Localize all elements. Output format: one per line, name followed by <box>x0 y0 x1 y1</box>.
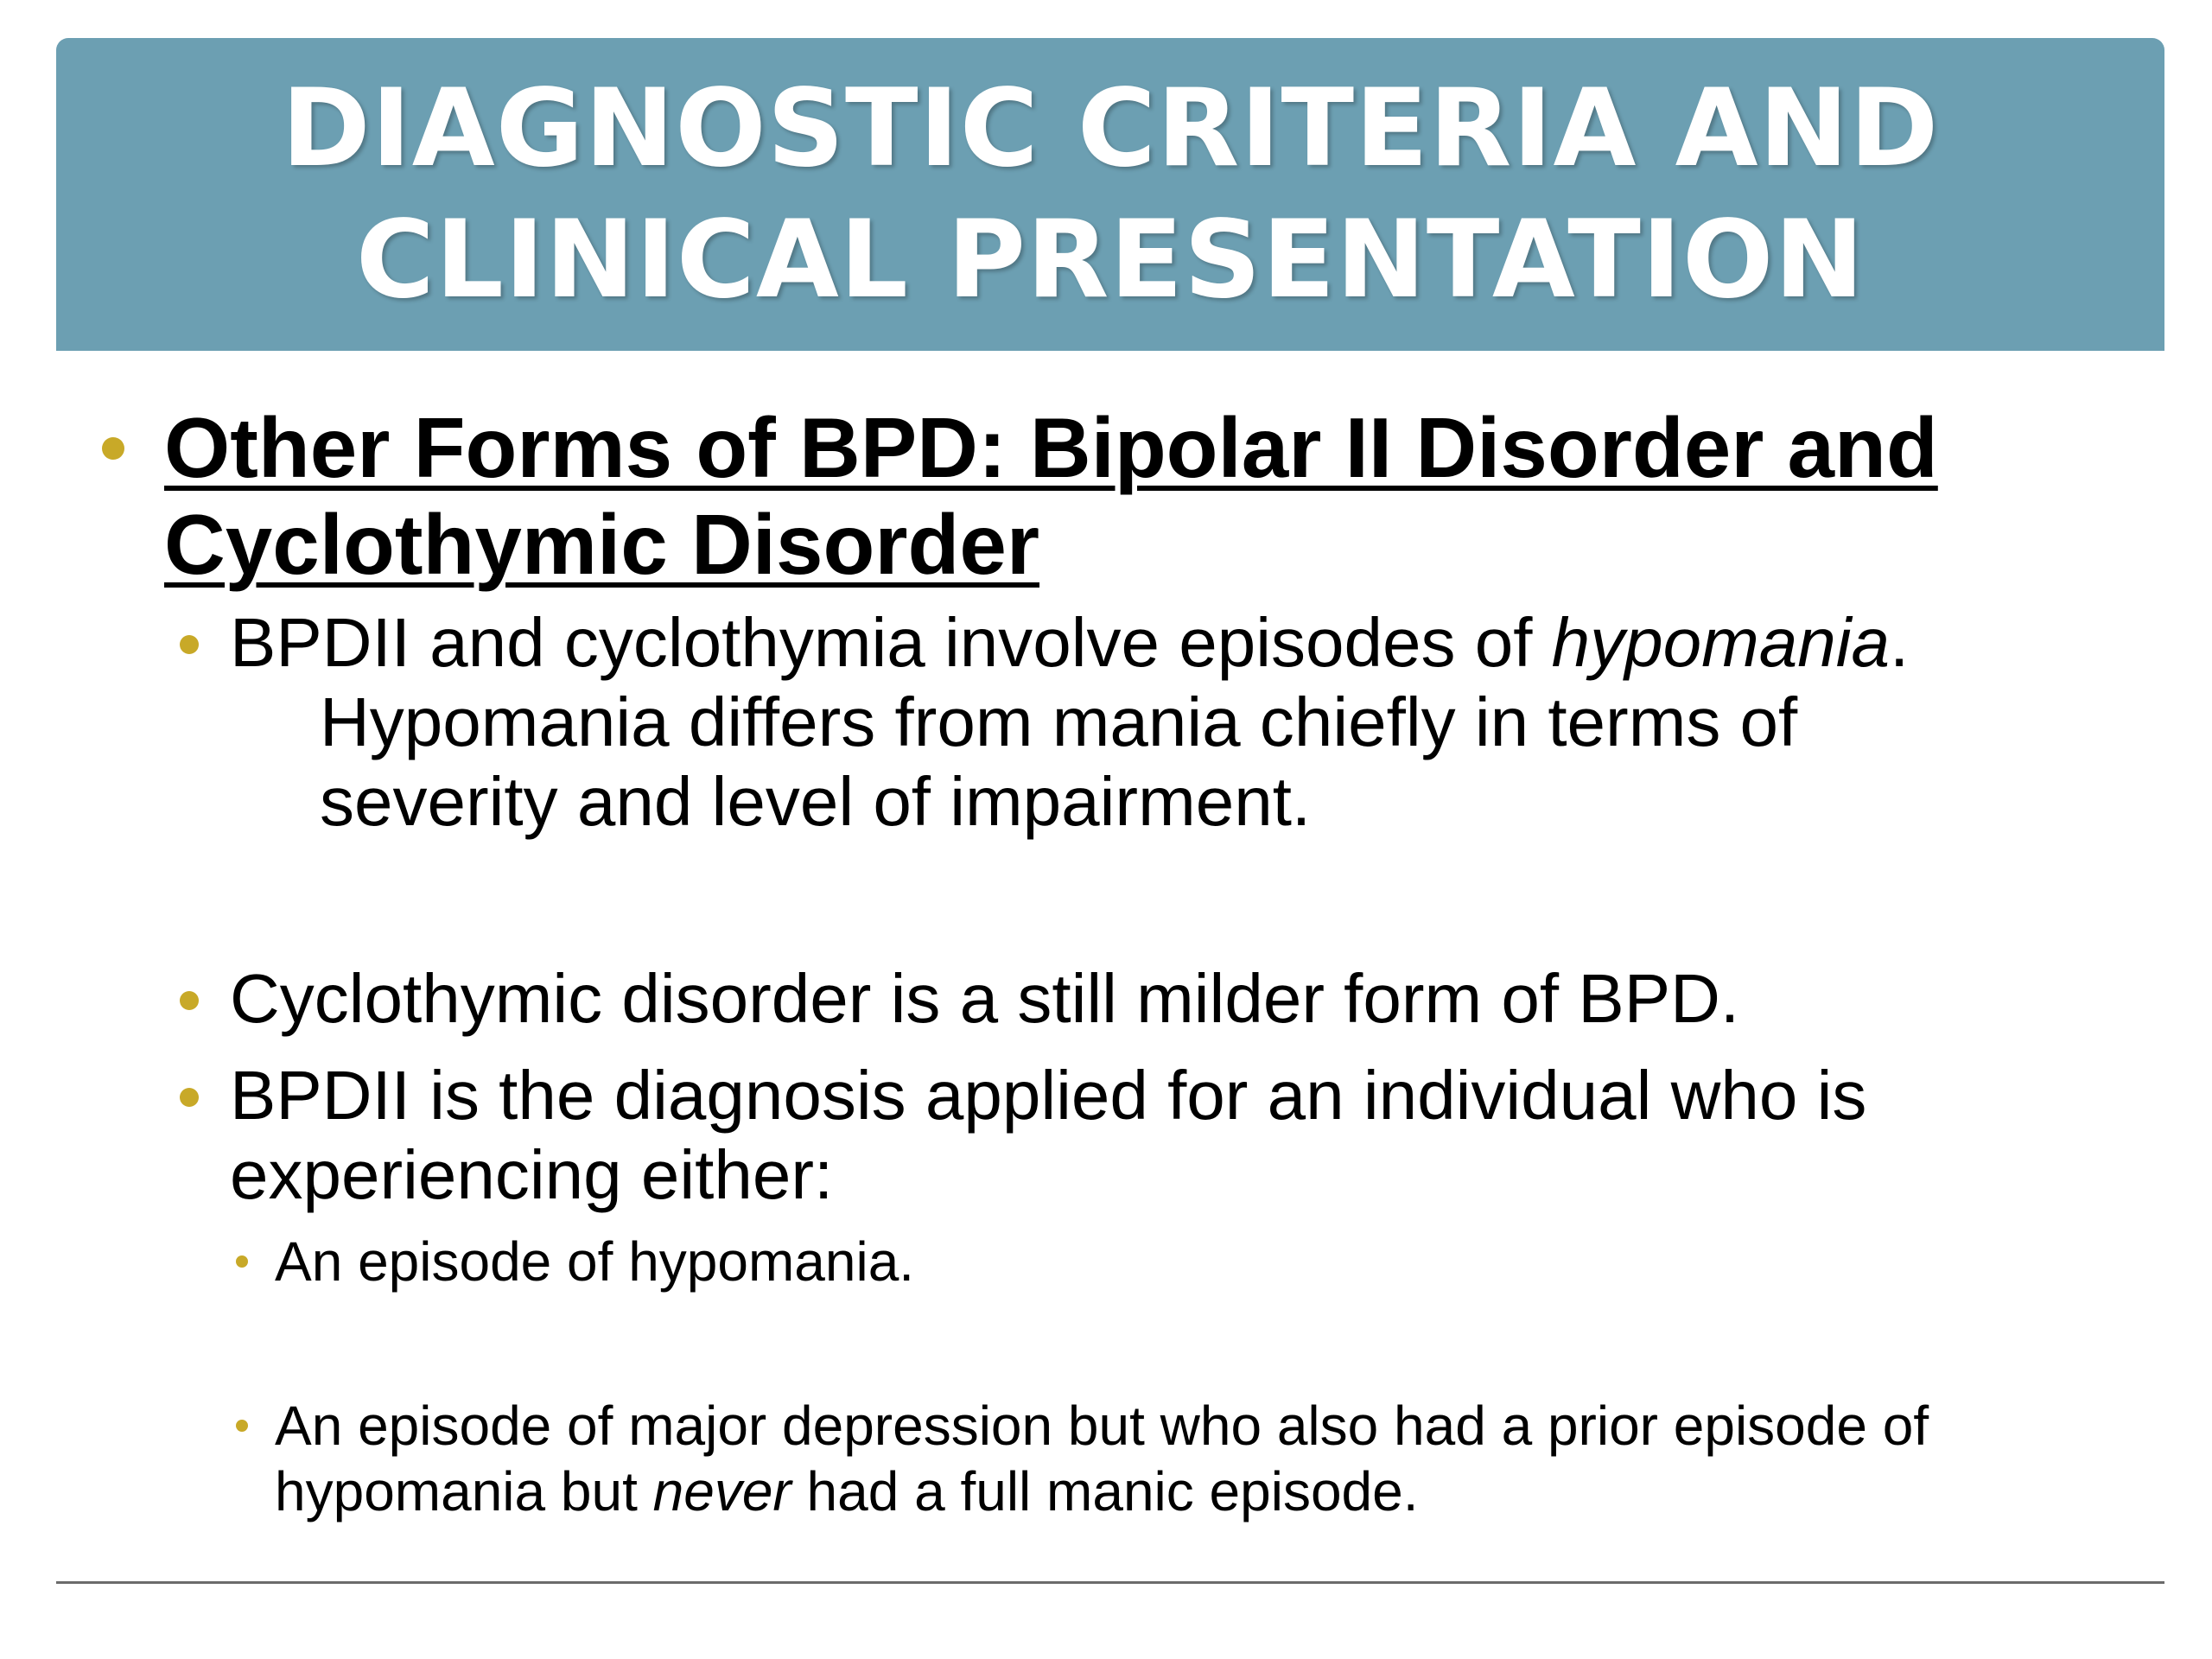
sub-bullet-hypomania: An episode of hypomania. <box>275 1230 915 1293</box>
bullet-bpdii-line-1: BPDII is the diagnosis applied for an individual who is <box>230 1057 1867 1134</box>
sub-bullet-dot <box>236 1255 248 1268</box>
bullet-hypomania-suffix: . <box>1890 604 1910 681</box>
sub-bullet-depression-line-1: An episode of major depression but who also had a prior episode of <box>275 1395 1929 1457</box>
never-emphasis: never <box>652 1460 791 1522</box>
hypomania-emphasis: hypomania <box>1551 604 1891 681</box>
heading-line-2: Cyclothymic Disorder <box>164 497 1039 592</box>
bullet-bpdii <box>230 1056 2183 1215</box>
bullet-hypomania-prefix: BPDII and cyclothymia involve episodes of <box>230 604 1552 681</box>
sub-bullet-depression-line-2-prefix: hypomania but <box>275 1460 653 1522</box>
bullet-bpdii-line-2: experiencing either: <box>230 1136 834 1213</box>
bullet-cyclothymic: Cyclothymic disorder is a still milder form of BPD. <box>230 960 1740 1037</box>
sub-bullet-depression <box>275 1393 2176 1524</box>
footer-divider <box>56 1581 2164 1584</box>
heading-line-1: Other Forms of BPD: Bipolar II Disorder and <box>164 400 1938 495</box>
bullet-hypomania-line-2: Hypomania differs from mania chiefly in terms of <box>320 683 1798 760</box>
title-banner <box>56 38 2164 351</box>
bullet-hypomania <box>230 603 2183 842</box>
bullet-dot <box>180 1088 199 1107</box>
bullet-dot <box>180 991 199 1010</box>
slide-title <box>282 63 1940 326</box>
bullet-dot <box>180 635 199 654</box>
sub-bullet-dot <box>236 1420 248 1432</box>
title-line-2: CLINICAL PRESENTATION <box>355 198 1866 322</box>
bullet-hypomania-line-3: severity and level of impairment. <box>320 763 1312 840</box>
sub-bullet-depression-line-2-suffix: had a full manic episode. <box>791 1460 1419 1522</box>
bullet-dot <box>102 437 124 460</box>
section-heading <box>164 399 2152 593</box>
title-line-1: DIAGNOSTIC CRITERIA AND <box>281 67 1940 191</box>
